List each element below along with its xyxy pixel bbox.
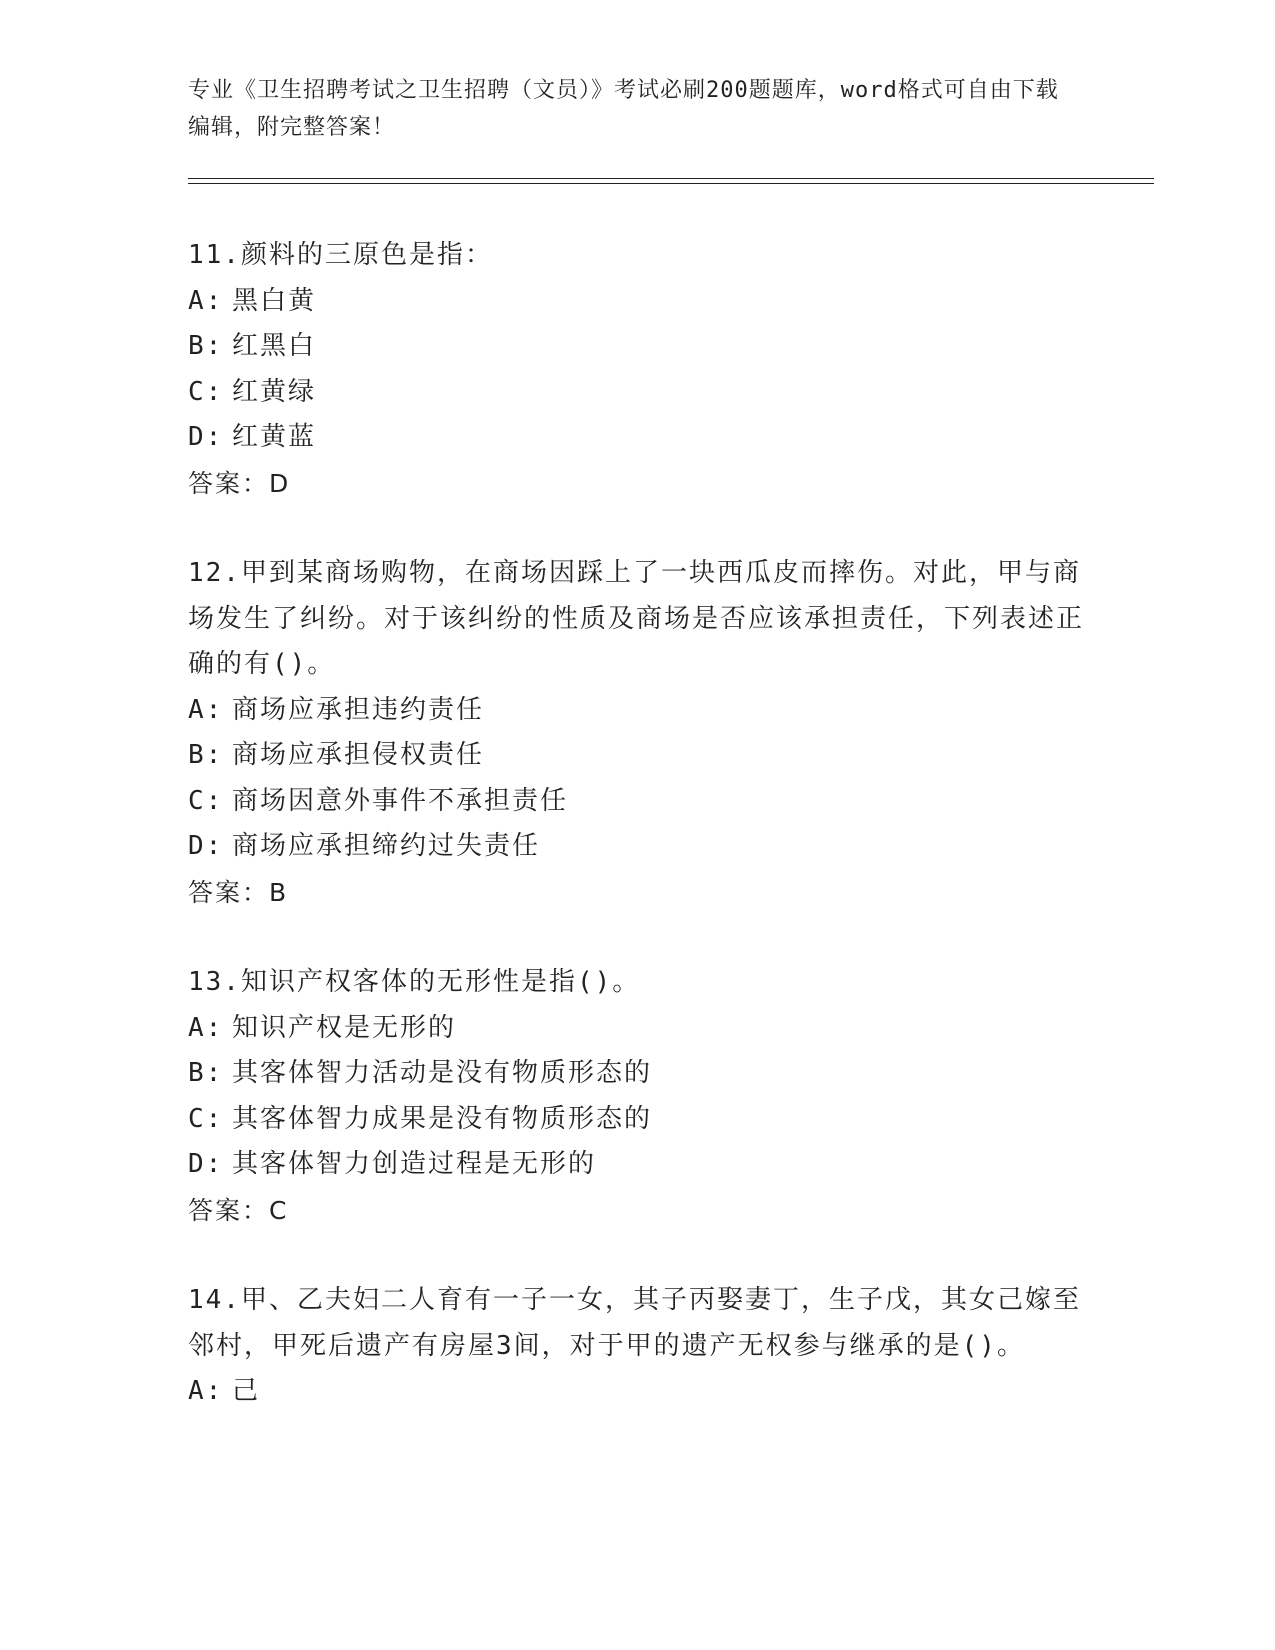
option-text: 商场应承担违约责任 xyxy=(232,694,485,725)
answer-line: 答案：C xyxy=(188,1195,289,1225)
option-c xyxy=(188,370,1088,416)
option-letter: A: xyxy=(188,694,224,725)
option-text: 商场应承担侵权责任 xyxy=(232,740,485,770)
question-stem: 13.知识产权客体的无形性是指()。 xyxy=(188,967,641,997)
option-text: 红黄蓝 xyxy=(232,422,317,452)
document-header xyxy=(188,72,1068,146)
option-text: 知识产权是无形的 xyxy=(232,1012,457,1043)
option-letter: C: xyxy=(188,376,224,407)
option-text: 其客体智力创造过程是无形的 xyxy=(232,1149,597,1179)
option-letter: A: xyxy=(188,1376,224,1406)
option-d xyxy=(188,415,1088,461)
option-a xyxy=(188,1369,1088,1415)
header-divider-top xyxy=(188,178,1154,179)
option-d xyxy=(188,824,1088,870)
option-letter: A: xyxy=(188,285,224,316)
option-letter: D: xyxy=(188,1149,224,1179)
question-stem: 12.甲到某商场购物，在商场因踩上了一块西瓜皮而摔伤。对此，甲与商场发生了纠纷。对于该纠纷的性质及商场是否应该承担责任，下列表述正确的有()。 xyxy=(188,558,1085,679)
answer-line: 答案：B xyxy=(188,877,289,907)
option-b xyxy=(188,324,1088,370)
option-text: 黑白黄 xyxy=(232,285,317,316)
header-title: 专业《卫生招聘考试之卫生招聘（文员）》考试必刷200题题库，word格式可自由下载编辑，附完整答案！ xyxy=(188,78,1059,140)
option-b xyxy=(188,733,1088,779)
option-d xyxy=(188,1142,1088,1188)
option-b xyxy=(188,1051,1088,1097)
option-text: 红黑白 xyxy=(232,331,317,361)
option-a xyxy=(188,279,1088,325)
question-list xyxy=(188,233,1088,1460)
option-text: 商场因意外事件不承担责任 xyxy=(232,785,569,816)
option-letter: B: xyxy=(188,740,224,770)
option-letter: D: xyxy=(188,831,224,861)
question-stem: 11.颜料的三原色是指： xyxy=(188,240,493,270)
option-letter: D: xyxy=(188,422,224,452)
option-text: 己 xyxy=(232,1376,261,1406)
question-13 xyxy=(188,960,1088,1233)
option-text: 其客体智力成果是没有物质形态的 xyxy=(232,1103,653,1134)
question-14 xyxy=(188,1278,1088,1415)
option-text: 红黄绿 xyxy=(232,376,317,407)
option-letter: A: xyxy=(188,1012,224,1043)
option-letter: B: xyxy=(188,331,224,361)
header-divider-bottom xyxy=(188,183,1154,184)
option-text: 其客体智力活动是没有物质形态的 xyxy=(232,1058,653,1088)
option-c xyxy=(188,779,1088,825)
option-letter: C: xyxy=(188,1103,224,1134)
question-11 xyxy=(188,233,1088,506)
question-stem: 14.甲、乙夫妇二人育有一子一女，其子丙娶妻丁，生子戊，其女己嫁至邻村，甲死后遗产有房屋3间，对于甲的遗产无权参与继承的是()。 xyxy=(188,1285,1081,1361)
option-a xyxy=(188,1006,1088,1052)
answer-line: 答案：D xyxy=(188,468,291,498)
option-c xyxy=(188,1097,1088,1143)
option-text: 商场应承担缔约过失责任 xyxy=(232,831,541,861)
option-a xyxy=(188,688,1088,734)
question-12 xyxy=(188,551,1088,915)
option-letter: B: xyxy=(188,1058,224,1088)
option-letter: C: xyxy=(188,785,224,816)
